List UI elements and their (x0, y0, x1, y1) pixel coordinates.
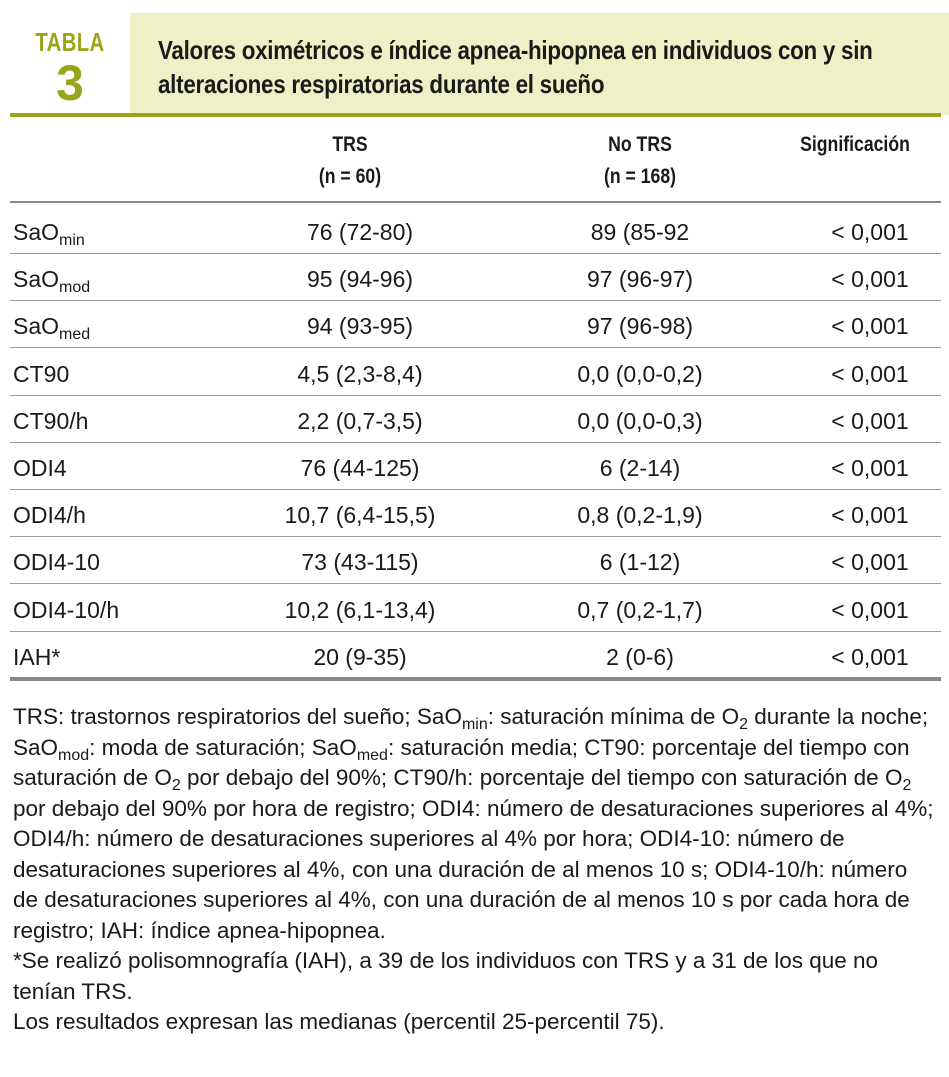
table-row (10, 301, 941, 348)
row-label (13, 443, 67, 489)
top-rule (10, 113, 941, 117)
column-header-trs (258, 129, 443, 193)
significance-value: < 0,001 (831, 643, 909, 670)
footnote-abbreviations (13, 702, 938, 946)
column-header-significance (784, 129, 927, 161)
table-row (10, 443, 941, 490)
row-label (13, 490, 86, 536)
significance-value: < 0,001 (831, 502, 909, 529)
column-header-notrs (539, 129, 741, 193)
trs-value: 73 (43-115) (301, 549, 419, 576)
significance-value: < 0,001 (831, 596, 909, 623)
footnote (13, 702, 938, 1038)
row-label-text: ODI4-10/h (13, 596, 120, 623)
footnote-results: Los resultados expresan las medianas (percentil 25-percentil 75). (13, 1009, 665, 1034)
table-row (10, 349, 941, 396)
row-label (13, 632, 60, 678)
notrs-value: 2 (0-6) (606, 643, 674, 670)
trs-value: 4,5 (2,3-8,4) (297, 360, 423, 387)
row-label-text: ODI4 (13, 455, 67, 481)
table-title: Valores oximétricos e índice apnea-hipopnea en individuos con y sin alteraciones respiratorias durante el sueño (158, 35, 873, 99)
row-label-subscript: med (59, 326, 91, 344)
footnote-subscript: med (356, 746, 388, 764)
table-number: 3 (56, 55, 84, 111)
row-label (13, 396, 88, 442)
significance-value: < 0,001 (831, 219, 909, 245)
footnote-subscript: min (461, 716, 488, 733)
row-label-text: SaO (13, 219, 60, 245)
table-row (10, 537, 941, 584)
footnote-text: : moda de saturación; SaO (89, 734, 357, 760)
row-label-text: SaO (13, 313, 60, 340)
trs-value: 20 (9-35) (313, 643, 407, 670)
footnote-text: : saturación mínima de O (487, 704, 740, 729)
table-number-box (10, 13, 130, 115)
notrs-value: 97 (96-98) (586, 313, 694, 340)
footnote-subscript: 2 (171, 777, 181, 794)
trs-value: 10,7 (6,4-15,5) (284, 502, 436, 529)
row-label-text: ODI4-10 (13, 549, 100, 576)
notrs-value: 0,8 (0,2-1,9) (577, 502, 703, 529)
column-header-notrs-title: No TRS (608, 133, 672, 156)
column-header-trs-title: TRS (332, 133, 368, 156)
column-header-trs-n: (n = 60) (318, 165, 382, 188)
row-label-text: IAH* (13, 643, 61, 670)
trs-value: 2,2 (0,7-3,5) (297, 407, 423, 434)
trs-value: 95 (94-96) (306, 266, 414, 293)
title-box (130, 13, 949, 115)
column-header-significance-title: Significación (800, 133, 910, 156)
notrs-value: 6 (2-14) (599, 455, 681, 481)
row-label-text: SaO (13, 266, 60, 293)
significance-value: < 0,001 (831, 266, 909, 293)
footnote-text: durante la noche; SaO (13, 704, 929, 760)
header-rule (10, 201, 941, 203)
table-row (10, 207, 941, 254)
footnote-subscript: 2 (902, 777, 912, 794)
notrs-value: 0,0 (0,0-0,3) (577, 407, 703, 434)
row-label (13, 254, 90, 300)
column-header-notrs-n: (n = 168) (603, 165, 677, 188)
row-label-text: CT90 (13, 360, 70, 387)
row-label (13, 349, 69, 395)
footnote-subscript: 2 (739, 716, 748, 733)
table-row (10, 585, 941, 632)
notrs-value: 97 (96-97) (586, 266, 694, 293)
significance-value: < 0,001 (831, 549, 909, 576)
table-label: TABLA (35, 27, 105, 57)
row-label-text: CT90/h (13, 407, 89, 434)
footnote-asterisk: *Se realizó polisomnografía (IAH), a 39 de los individuos con TRS y a 31 de los que no tenían TRS. (13, 948, 879, 1004)
notrs-value: 89 (85-92 (590, 219, 690, 245)
row-label-text: ODI4/h (13, 502, 86, 529)
significance-value: < 0,001 (831, 360, 909, 387)
significance-value: < 0,001 (831, 455, 909, 481)
trs-value: 76 (72-80) (306, 219, 414, 245)
row-label-subscript: min (59, 232, 85, 249)
footnote-text: por debajo del 90% por hora de registro; ODI4: número de desaturaciones superiores al 4%; ODI4/h: número de desaturaciones superiores al 4% por hora; ODI4-10: número de desaturaciones superiores al 4%, con una duración de al menos 10 s; ODI4-10/h: número de desaturaciones superiores al 4%, con una duración de al menos 10 s por cada hora de registro; IAH: índice apnea-hipopnea. (13, 795, 934, 943)
trs-value: 76 (44-125) (300, 455, 420, 481)
notrs-value: 0,7 (0,2-1,7) (577, 596, 703, 623)
significance-value: < 0,001 (831, 313, 909, 340)
significance-value: < 0,001 (831, 407, 909, 434)
footnote-text: por debajo del 90%; CT90/h: porcentaje del tiempo con saturación de O (180, 765, 903, 790)
footnote-text: : saturación media; CT90: porcentaje del tiempo con saturación de O (13, 734, 910, 790)
footnote-text: TRS: trastornos respiratorios del sueño; SaO (13, 704, 462, 729)
trs-value: 10,2 (6,1-13,4) (284, 596, 436, 623)
table-header (0, 0, 949, 118)
table-row (10, 396, 941, 443)
table-row (10, 254, 941, 301)
bottom-rule (10, 677, 941, 681)
row-label (13, 537, 100, 583)
row-label-subscript: mod (59, 279, 91, 297)
row-label (13, 207, 85, 253)
row-label (13, 585, 119, 631)
footnote-subscript: mod (58, 746, 90, 764)
row-label (13, 301, 90, 347)
notrs-value: 6 (1-12) (599, 549, 681, 576)
table-row (10, 632, 941, 679)
notrs-value: 0,0 (0,0-0,2) (577, 360, 703, 387)
trs-value: 94 (93-95) (306, 313, 414, 340)
table-row (10, 490, 941, 537)
